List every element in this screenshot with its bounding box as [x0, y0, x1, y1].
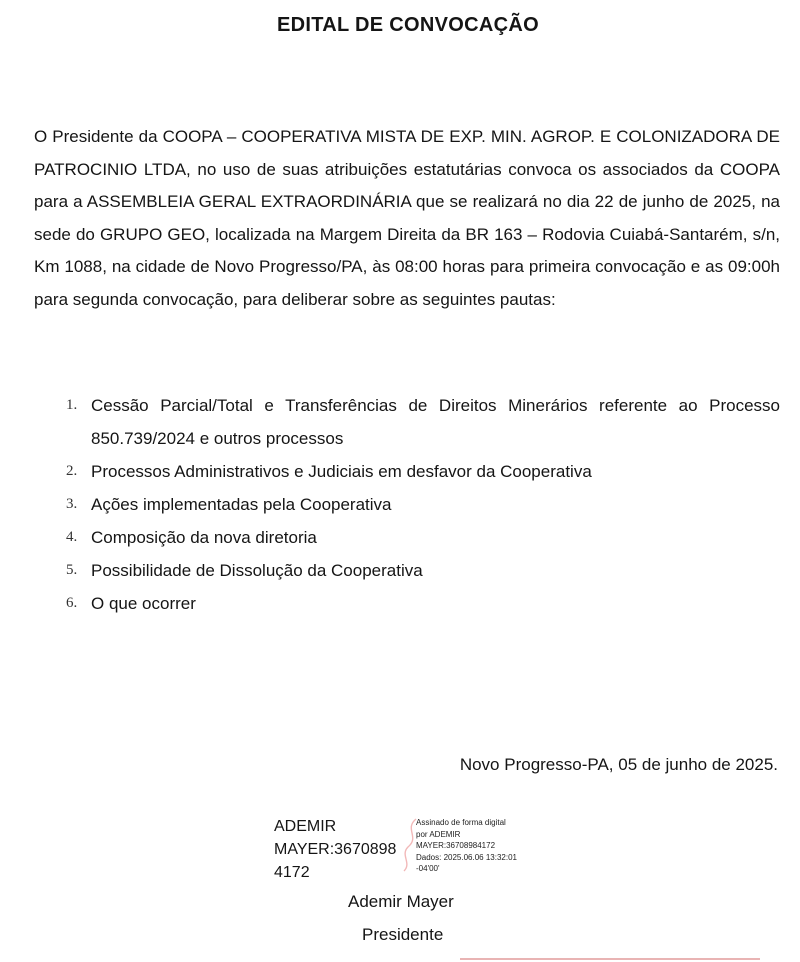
- agenda-item-6: [66, 587, 780, 620]
- agenda-number: 4.: [66, 529, 78, 545]
- agenda-item-2: [66, 455, 780, 488]
- agenda-text: Processos Administrativos e Judiciais em desfavor da Cooperativa: [91, 462, 592, 481]
- agenda-item-4: [66, 521, 780, 554]
- agenda-number: 2.: [66, 463, 78, 479]
- agenda-item-3: [66, 488, 780, 521]
- convocation-paragraph: O Presidente da COOPA – COOPERATIVA MISTA DE EXP. MIN. AGROP. E COLONIZADORA DE PATROCINIO LTDA, no uso de suas atribuições estatutárias convoca os associados da COOPA para a ASSEMBLEIA GERAL EXTRAORDINÁRIA que se realizará no dia 22 de junho de 2025, na sede do GRUPO GEO, localizada na Margem Direita da BR 163 – Rodovia Cuiabá-Santarém, s/n, Km 1088, na cidade de Novo Progresso/PA, às 08:00 horas para primeira convocação e as 09:00h para segunda convocação, para deliberar sobre as seguintes pautas:: [34, 127, 780, 309]
- footer-divider: [460, 958, 760, 960]
- place-and-date: Novo Progresso-PA, 05 de junho de 2025.: [459, 755, 778, 774]
- agenda-item-1: [66, 389, 780, 455]
- agenda-number: 1.: [66, 397, 78, 413]
- signature-details: Assinado de forma digital por ADEMIR MAYER:36708984172 Dados: 2025.06.06 13:32:01 -04'00': [416, 818, 517, 873]
- signer-role: Presidente: [362, 925, 444, 944]
- agenda-number: 6.: [66, 595, 78, 611]
- agenda-number: 5.: [66, 562, 78, 578]
- certificate-name: ADEMIR MAYER:3670898 4172: [274, 818, 397, 881]
- agenda-item-5: [66, 554, 780, 587]
- agenda-number: 3.: [66, 496, 78, 512]
- signer-name: Ademir Mayer: [348, 892, 454, 911]
- digital-signature-block: [274, 815, 574, 955]
- agenda-text: O que ocorrer: [91, 594, 196, 613]
- agenda-text: Composição da nova diretoria: [91, 528, 317, 547]
- agenda-list: [66, 389, 780, 620]
- agenda-text: Possibilidade de Dissolução da Cooperativa: [91, 561, 423, 580]
- agenda-text: Cessão Parcial/Total e Transferências de Direitos Minerários referente ao Processo 850.739/2024 e outros processos: [91, 396, 780, 448]
- agenda-text: Ações implementadas pela Cooperativa: [91, 495, 392, 514]
- document-title: EDITAL DE CONVOCAÇÃO: [277, 14, 539, 36]
